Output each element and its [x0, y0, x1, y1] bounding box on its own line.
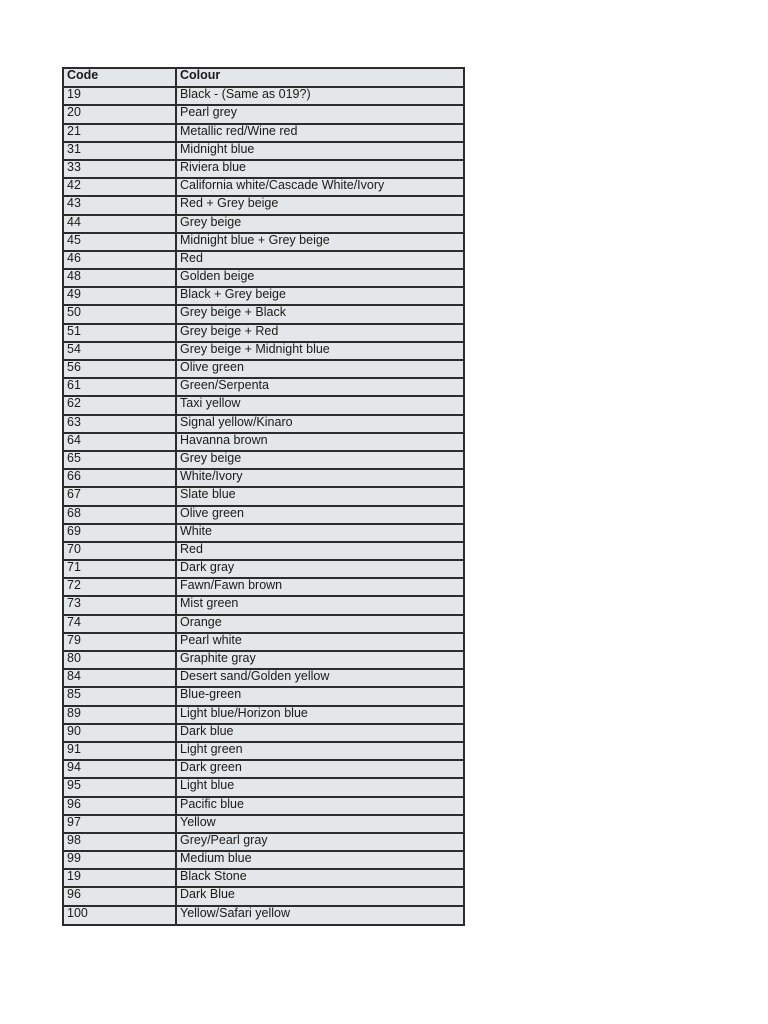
table-row: [64, 305, 463, 323]
code-cell: 49: [64, 287, 176, 305]
code-cell: 48: [64, 269, 176, 287]
table-row: [64, 487, 463, 505]
code-cell: 69: [64, 524, 176, 542]
table-row: [64, 396, 463, 414]
table-row: [64, 724, 463, 742]
table-row: [64, 778, 463, 796]
code-cell: 64: [64, 433, 176, 451]
colour-cell: Red: [176, 542, 463, 560]
code-cell: 85: [64, 687, 176, 705]
code-cell: 45: [64, 233, 176, 251]
colour-cell: Metallic red/Wine red: [176, 124, 463, 142]
code-cell: 80: [64, 651, 176, 669]
colour-cell: Grey beige + Black: [176, 305, 463, 323]
code-cell: 95: [64, 778, 176, 796]
colour-cell: White/Ivory: [176, 469, 463, 487]
table-row: [64, 596, 463, 614]
table-row: [64, 142, 463, 160]
code-cell: 70: [64, 542, 176, 560]
colour-cell: Red: [176, 251, 463, 269]
colour-cell: Fawn/Fawn brown: [176, 578, 463, 596]
code-cell: 20: [64, 105, 176, 123]
code-cell: 44: [64, 215, 176, 233]
table-row: [64, 524, 463, 542]
code-cell: 89: [64, 706, 176, 724]
colour-cell: Dark gray: [176, 560, 463, 578]
code-cell: 73: [64, 596, 176, 614]
code-cell: 33: [64, 160, 176, 178]
table-row: [64, 233, 463, 251]
table-row: [64, 906, 463, 924]
code-cell: 72: [64, 578, 176, 596]
code-cell: 46: [64, 251, 176, 269]
table-row: [64, 415, 463, 433]
code-cell: 65: [64, 451, 176, 469]
colour-cell: Orange: [176, 615, 463, 633]
table-row: [64, 378, 463, 396]
colour-cell: Dark blue: [176, 724, 463, 742]
table-row: [64, 506, 463, 524]
colour-cell: Grey beige: [176, 451, 463, 469]
table-row: [64, 833, 463, 851]
colour-code-grid: [64, 69, 463, 924]
colour-cell: Desert sand/Golden yellow: [176, 669, 463, 687]
table-row: [64, 578, 463, 596]
colour-cell: Grey/Pearl gray: [176, 833, 463, 851]
code-cell: 19: [64, 869, 176, 887]
table-row: [64, 451, 463, 469]
code-cell: 97: [64, 815, 176, 833]
colour-code-table: [62, 67, 465, 926]
table-row: [64, 887, 463, 905]
colour-cell: Yellow/Safari yellow: [180, 905, 291, 920]
code-cell: 91: [64, 742, 176, 760]
code-cell: 61: [64, 378, 176, 396]
colour-cell: California white/Cascade White/Ivory: [176, 178, 463, 196]
code-cell: 96: [64, 887, 176, 905]
table-row: [64, 87, 463, 105]
table-row: [64, 178, 463, 196]
colour-cell: Midnight blue + Grey beige: [176, 233, 463, 251]
header-code: Code: [64, 69, 176, 87]
table-row: [64, 669, 463, 687]
colour-cell: Yellow: [176, 815, 463, 833]
table-row: [64, 160, 463, 178]
header-row: [64, 69, 463, 87]
colour-cell: Light blue/Horizon blue: [176, 706, 463, 724]
code-cell: 67: [64, 487, 176, 505]
code-cell: 50: [64, 305, 176, 323]
table-row: [64, 433, 463, 451]
table-row: [64, 287, 463, 305]
table-row: [64, 687, 463, 705]
table-row: [64, 760, 463, 778]
code-cell: 56: [64, 360, 176, 378]
colour-cell: Black Stone: [176, 869, 463, 887]
colour-cell: Pearl grey: [176, 105, 463, 123]
table-row: [64, 542, 463, 560]
table-row: [64, 215, 463, 233]
code-cell: 66: [64, 469, 176, 487]
colour-cell: Grey beige + Midnight blue: [176, 342, 463, 360]
colour-cell: Signal yellow/Kinaro: [176, 415, 463, 433]
table-row: [64, 615, 463, 633]
code-cell: 90: [64, 724, 176, 742]
colour-cell: Red + Grey beige: [176, 196, 463, 214]
code-cell: 68: [64, 506, 176, 524]
colour-cell: Grey beige + Red: [176, 324, 463, 342]
table-row: [64, 560, 463, 578]
table-row: [64, 869, 463, 887]
table-row: [64, 360, 463, 378]
code-cell: 99: [64, 851, 176, 869]
table-row: [64, 324, 463, 342]
code-cell: 31: [64, 142, 176, 160]
table-row: [64, 815, 463, 833]
code-cell: 94: [64, 760, 176, 778]
code-cell: 43: [64, 196, 176, 214]
code-cell: 63: [64, 415, 176, 433]
table-row: [64, 269, 463, 287]
colour-cell: Dark green: [176, 760, 463, 778]
table-row: [64, 851, 463, 869]
colour-cell: Olive green: [176, 360, 463, 378]
code-cell: 96: [64, 797, 176, 815]
colour-cell: Mist green: [176, 596, 463, 614]
code-cell: 54: [64, 342, 176, 360]
code-cell: 79: [64, 633, 176, 651]
colour-cell: Blue-green: [176, 687, 463, 705]
colour-cell: Pearl white: [176, 633, 463, 651]
code-cell: 100: [64, 906, 176, 924]
code-cell: 21: [64, 124, 176, 142]
colour-cell: Olive green: [176, 506, 463, 524]
colour-cell: Riviera blue: [176, 160, 463, 178]
code-cell: 71: [64, 560, 176, 578]
colour-cell: Taxi yellow: [176, 396, 463, 414]
table-row: [64, 706, 463, 724]
table-row: [64, 633, 463, 651]
colour-cell: White: [176, 524, 463, 542]
table-row: [64, 342, 463, 360]
table-row: [64, 196, 463, 214]
table-row: [64, 124, 463, 142]
header-colour: Colour: [176, 69, 463, 87]
colour-cell: Golden beige: [176, 269, 463, 287]
colour-cell: Havanna brown: [176, 433, 463, 451]
code-cell: 98: [64, 833, 176, 851]
colour-cell: Light blue: [176, 778, 463, 796]
code-cell: 62: [64, 396, 176, 414]
colour-cell: Black - (Same as 019?): [176, 87, 463, 105]
table-row: [64, 651, 463, 669]
code-cell: 74: [64, 615, 176, 633]
colour-cell: Grey beige: [176, 215, 463, 233]
colour-cell: Slate blue: [176, 487, 463, 505]
table-row: [64, 251, 463, 269]
colour-cell: Black + Grey beige: [176, 287, 463, 305]
colour-cell: Midnight blue: [176, 142, 463, 160]
colour-cell: Pacific blue: [176, 797, 463, 815]
colour-cell: Light green: [176, 742, 463, 760]
colour-cell: Medium blue: [176, 851, 463, 869]
colour-cell: Green/Serpenta: [176, 378, 463, 396]
code-cell: 84: [64, 669, 176, 687]
table-row: [64, 105, 463, 123]
table-row: [64, 469, 463, 487]
table-row: [64, 742, 463, 760]
code-cell: 42: [64, 178, 176, 196]
table-row: [64, 797, 463, 815]
colour-cell: Dark Blue: [176, 887, 463, 905]
code-cell: 51: [64, 324, 176, 342]
colour-cell: Graphite gray: [176, 651, 463, 669]
code-cell: 19: [64, 87, 176, 105]
